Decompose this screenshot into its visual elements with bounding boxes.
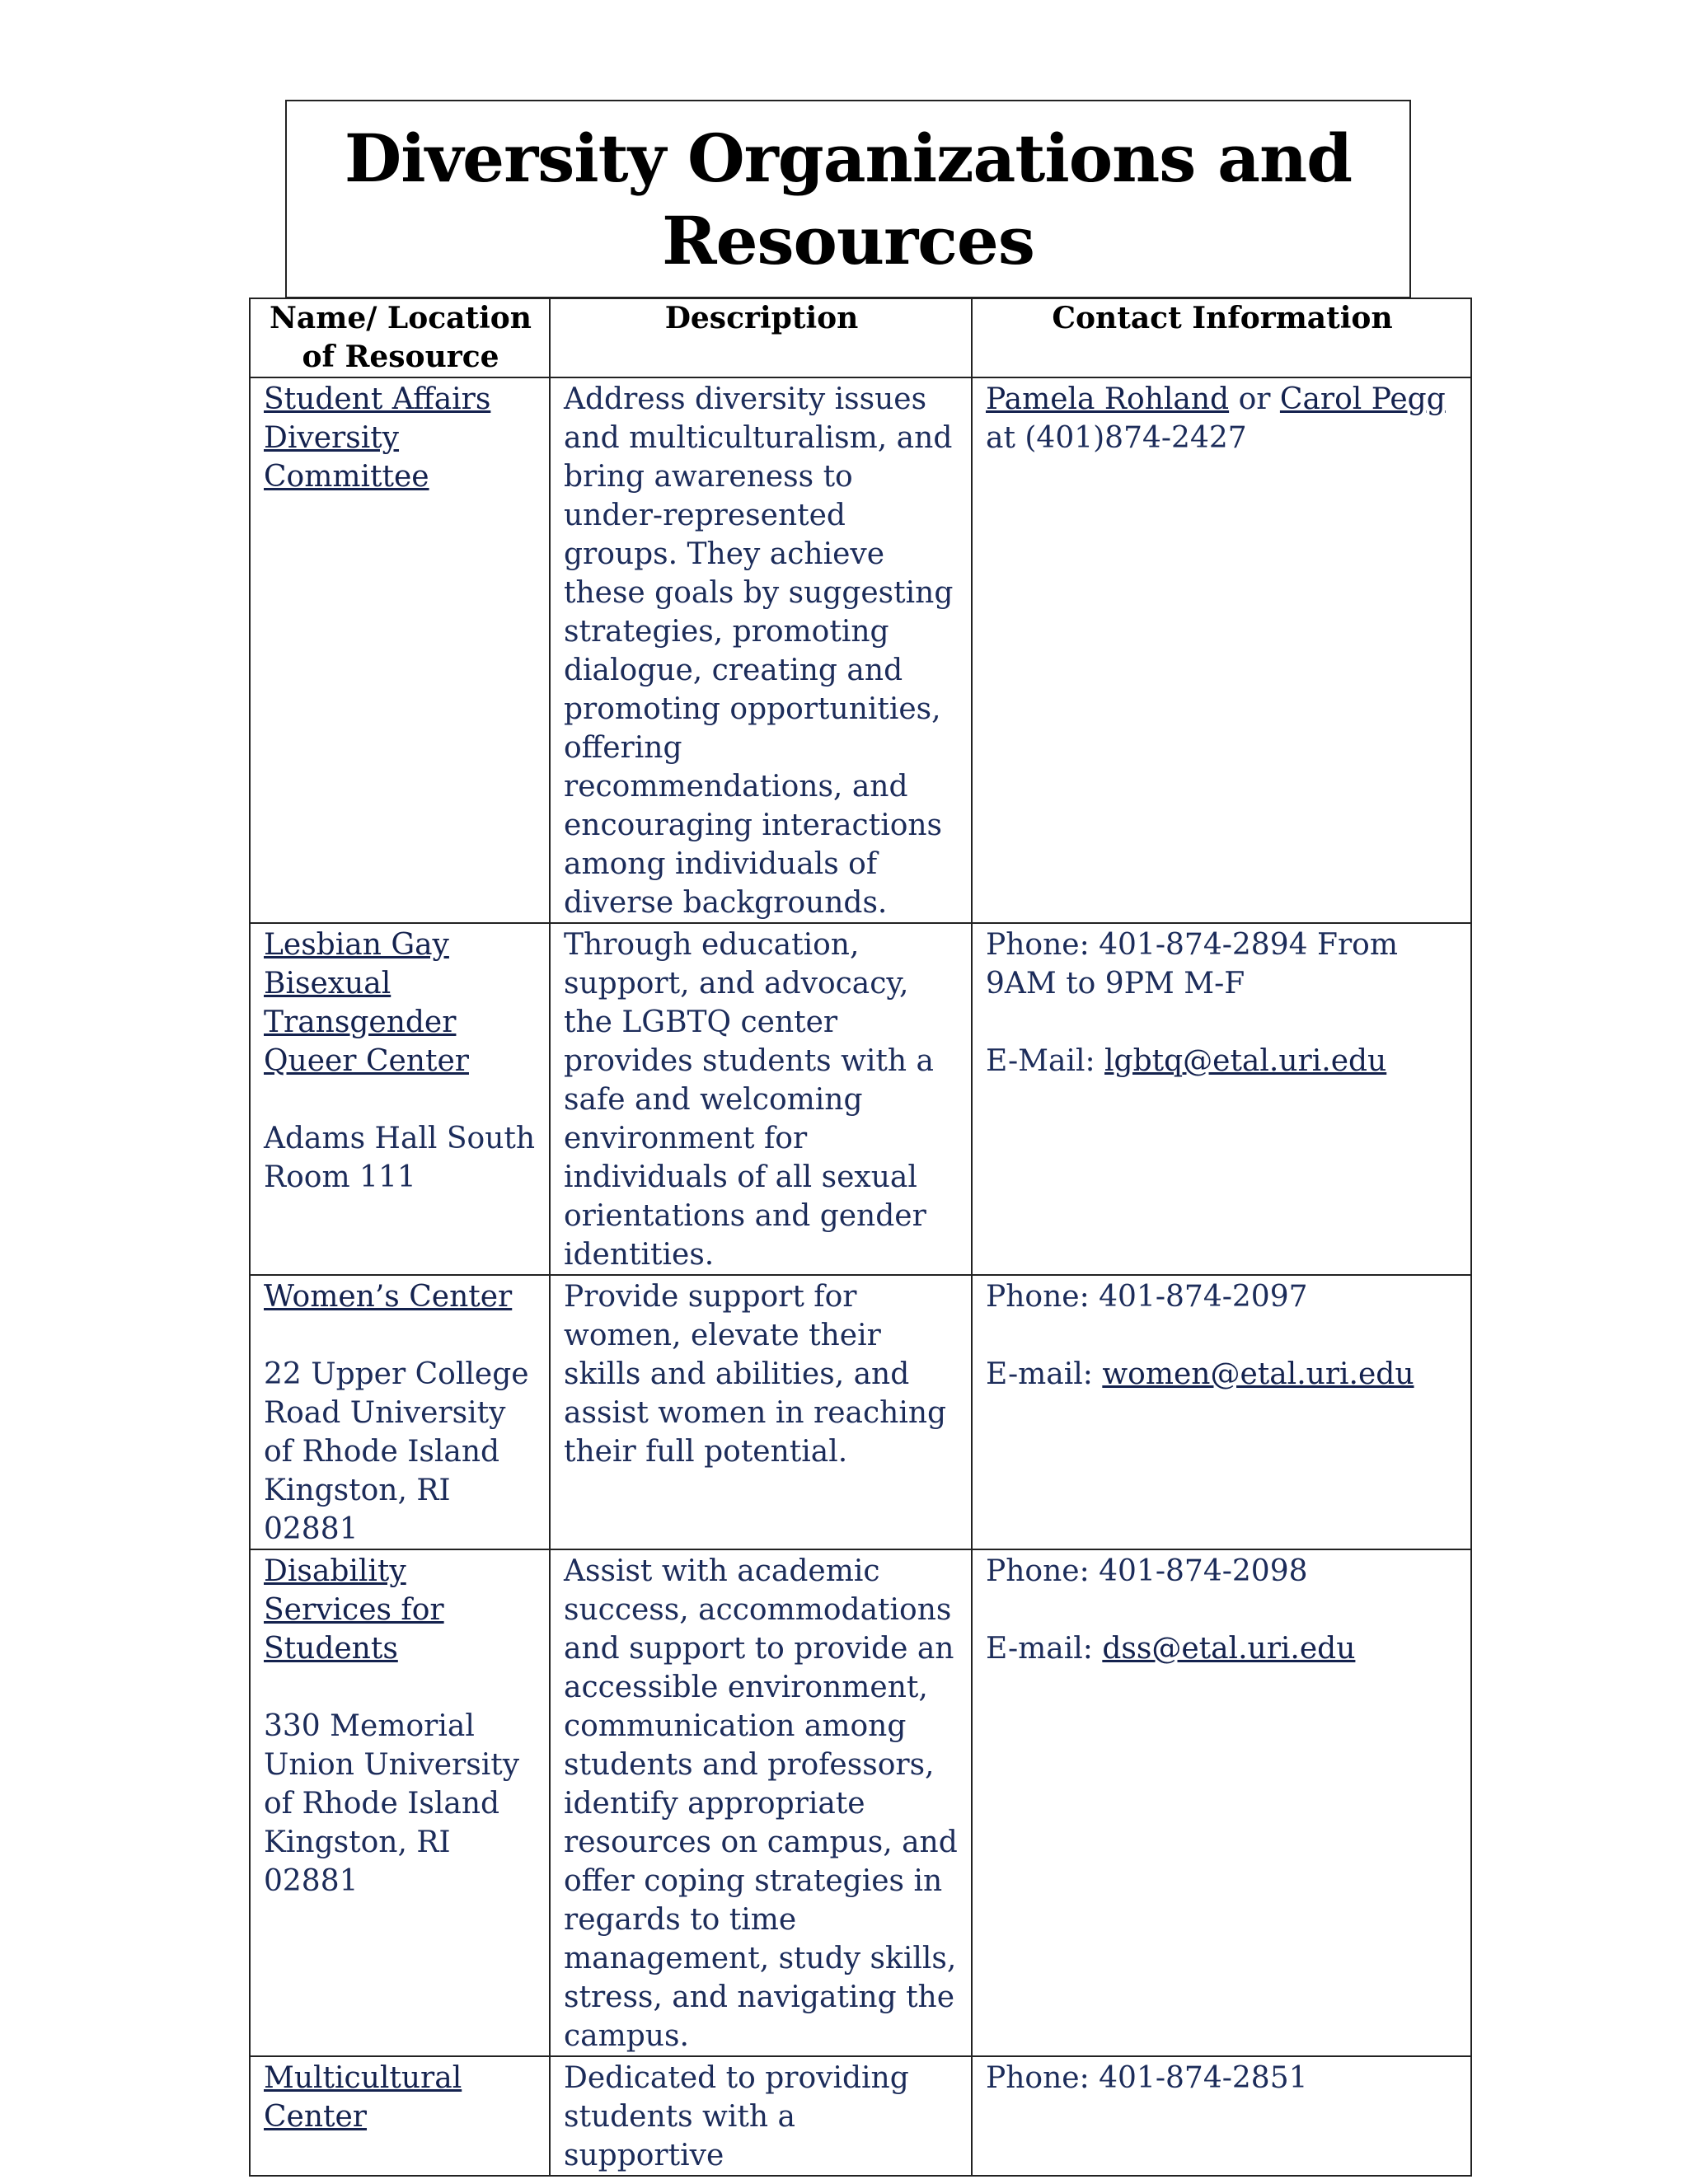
resource-contact-cell <box>972 923 1471 1275</box>
table-header-row <box>250 298 1471 377</box>
resource-description: Address diversity issues and multiculturalism, and bring awareness to under-represented groups. They achieve these goals by suggesting strategies, promoting dialogue, creating and promoting opportunities, offering recommendations, and encouraging interactions among individuals of diverse backgrounds. <box>564 382 954 920</box>
resource-name-cell <box>250 1275 550 1549</box>
table-row <box>250 377 1471 923</box>
resource-description-cell <box>550 1275 972 1549</box>
resource-contact-cell <box>972 1549 1471 2056</box>
resource-description-cell <box>550 1549 972 2056</box>
contact-phone: Phone: 401-874-2098 <box>986 1554 1308 1588</box>
table-row <box>250 2056 1471 2176</box>
email-label: E-mail: <box>986 1357 1093 1391</box>
resource-description-cell <box>550 2056 972 2176</box>
contact-phone: Phone: 401-874-2894 From 9AM to 9PM M-F <box>986 928 1398 1001</box>
resource-location: 22 Upper College Road University of Rhode Island Kingston, RI 02881 <box>264 1357 529 1546</box>
table-row <box>250 1549 1471 2056</box>
email-label: E-Mail: <box>986 1044 1095 1078</box>
header-name-location: Name/ Location of Resource <box>250 298 550 377</box>
resource-name-cell <box>250 2056 550 2176</box>
email-label: E-mail: <box>986 1632 1093 1666</box>
resource-location: Adams Hall South Room 111 <box>264 1122 536 1194</box>
header-contact: Contact Information <box>972 298 1471 377</box>
resource-name-link[interactable]: Multicultural Center <box>264 2061 462 2134</box>
resources-table <box>249 298 1472 2177</box>
table-row <box>250 923 1471 1275</box>
resource-name-link[interactable]: Disability Services for Students <box>264 1554 444 1666</box>
resource-contact-cell <box>972 2056 1471 2176</box>
resource-name-cell <box>250 377 550 923</box>
resource-description: Dedicated to providing students with a supportive <box>564 2061 909 2172</box>
resource-description-cell <box>550 923 972 1275</box>
resource-description: Through education, support, and advocacy, the LGBTQ center provides students with a safe and welcoming environment for individuals of all sexual orientations and gender identities. <box>564 928 934 1272</box>
resource-location: 330 Memorial Union University of Rhode Island Kingston, RI 02881 <box>264 1709 520 1898</box>
resource-contact-cell <box>972 377 1471 923</box>
contact-phone: at (401)874-2427 <box>986 421 1247 455</box>
contact-phone: Phone: 401-874-2097 <box>986 1280 1308 1314</box>
resource-name-link[interactable]: Women’s Center <box>264 1280 513 1314</box>
title-box <box>285 100 1411 298</box>
email-link[interactable]: women@etal.uri.edu <box>1102 1357 1414 1391</box>
email-link[interactable]: dss@etal.uri.edu <box>1102 1632 1356 1666</box>
contact-person-link[interactable]: Pamela Rohland <box>986 382 1230 416</box>
resource-description: Provide support for women, elevate their skills and abilities, and assist women in reaching their full potential. <box>564 1280 947 1469</box>
resource-name-link[interactable]: Lesbian Gay Bisexual Transgender Queer Center <box>264 928 469 1078</box>
resource-name-cell <box>250 923 550 1275</box>
contact-phone: Phone: 401-874-2851 <box>986 2061 1308 2095</box>
resource-contact-cell <box>972 1275 1471 1549</box>
resource-name-link[interactable]: Student Affairs Diversity Committee <box>264 382 491 494</box>
table-row <box>250 1275 1471 1549</box>
resource-name-cell <box>250 1549 550 2056</box>
page-title: Diversity Organizations and Resources <box>344 119 1353 279</box>
email-link[interactable]: lgbtq@etal.uri.edu <box>1104 1044 1387 1078</box>
resource-description-cell <box>550 377 972 923</box>
contact-or-text: or <box>1238 382 1271 416</box>
resource-description: Assist with academic success, accommodations and support to provide an accessible environment, communication among students and professors, identify appropriate resources on campus, and offer coping strategies in regards to time management, study skills, stress, and navigating the campus. <box>564 1554 958 2053</box>
contact-person-link[interactable]: Carol Pegg <box>1279 382 1446 416</box>
header-description: Description <box>550 298 972 377</box>
